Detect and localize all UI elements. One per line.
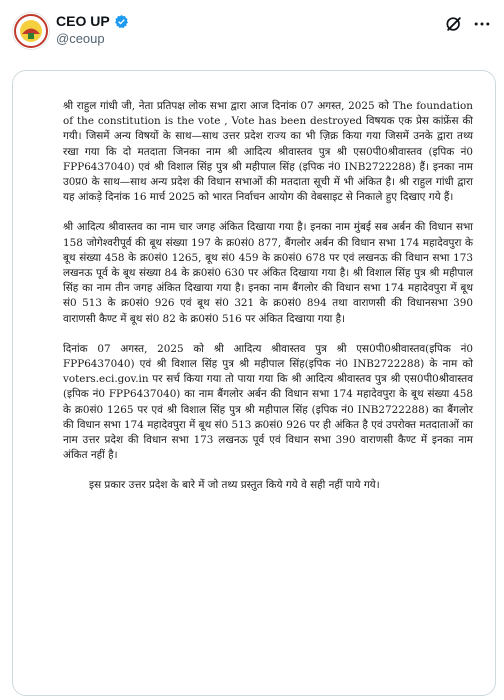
post-header (0, 0, 504, 62)
avatar[interactable] (12, 12, 50, 50)
letter-paragraph: दिनांक 07 अगस्त, 2025 को श्री आदित्य श्रीवास्तव पुत्र श्री एस0पी0श्रीवास्तव(इपिक नं0 FPP6437040) एवं श्री विशाल सिंह पुत्र श्री महीपाल सिंह(इपिक नं0 INB2722288) के नाम को voters.eci.gov.in पर सर्च किया गया तो पाया गया कि श्री आदित्य श्रीवास्तव पुत्र श्री एस0पी0श्रीवास्तव (इपिक नं0 FPP6437040) का नाम बैंगलोर अर्बन की विधान सभा 174 महादेवपुरा के बूथ संख्या 458 के क्र0सं0 1265 पर एवं श्री विशाल सिंह पुत्र श्री महीपाल सिंह (इपिक नं0 INB2722288) का बैंगलोर की विधान सभा 174 महादेवपुरा में बूथ सं0 513 क्र0सं0 926 पर ही अंकित है एवं उपरोक्त मतदाताओं का नाम उत्तर प्रदेश की विधान सभा 173 लखनऊ पूर्व एवं विधान सभा 390 वाराणसी कैण्ट में इनका नाम अंकित नहीं है। (63, 342, 473, 462)
letter-paragraph: इस प्रकार उत्तर प्रदेश के बारे में जो तथ्य प्रस्तुत किये गये वे सही नहीं पाये गये। (89, 479, 380, 492)
verified-badge-icon (114, 14, 129, 29)
letter-document (63, 99, 473, 509)
post-image[interactable] (12, 70, 496, 696)
letter-paragraph: श्री आदित्य श्रीवास्तव का नाम चार जगह अंकित दिखाया गया है। इनका नाम मुंबई सब अर्बन की विधान सभा 158 जोगेश्वरीपूर्व की बूथ संख्या 197 के क्र0सं0 877, बैंगलोर अर्बन की विधान सभा 174 महादेवपुरा के बूथ संख्या 458 के क्र0सं0 1265, बूथ सं0 459 के क्र0सं0 678 पर एवं लखनऊ की विधान सभा 173 लखनऊ पूर्व के बूथ संख्या 84 के क्र0सं0 630 पर अंकित दिखाया गया है। श्री विशाल सिंह पुत्र श्री महीपाल सिंह का नाम तीन जगह अंकित दिखाया गया है। इनका नाम बैंगलोर की विधान सभा 174 महादेवपुरा में बूथ सं0 513 के क्र0सं0 926 एवं बूथ सं0 321 के क्र0सं0 894 तथा वाराणसी की विधानसभा 390 वाराणसी कैण्ट में बूथ सं0 82 के क्र0सं0 516 पर अंकित दिखाया गया है। (63, 221, 473, 325)
grok-icon[interactable] (444, 14, 464, 34)
display-name[interactable]: CEO UP (56, 13, 110, 29)
handle[interactable]: @ceoup (56, 31, 105, 46)
name-row (56, 12, 129, 30)
logo-emblem-icon (13, 13, 49, 49)
letter-paragraph: श्री राहुल गांधी जी, नेता प्रतिपक्ष लोक सभा द्वारा आज दिनांक 07 अगस्त, 2025 को The foundation of the constitution is the vote , Vote has been destroyed विषयक एक प्रेस कांफ्रेंस की गयी। जिसमें अन्य विषयों के साथ—साथ उत्तर प्रदेश राज्य का भी ज़िक्र किया गया जिसमें उनके द्वारा तथ्य रखा गया कि दो मतदाता जिनका नाम श्री आदित्य श्रीवास्तव पुत्र श्री एस0पी0श्रीवास्तव (इपिक नं0 FPP6437040) एवं श्री विशाल सिंह पुत्र श्री महीपाल सिंह (इपिक नं0 INB2722288) हैं। इनका नाम उ0प्र0 के साथ—साथ अन्य प्रदेश की विधान सभाओं की मतदाता सूची में भी अंकित है। श्री राहुल गांधी द्वारा यह आंकड़े दिनांक 16 मार्च 2025 को भारत निर्वाचन आयोग की वेबसाइट से निकाले हुए दिखाए गये हैं। (63, 100, 473, 204)
more-icon[interactable] (472, 14, 492, 34)
